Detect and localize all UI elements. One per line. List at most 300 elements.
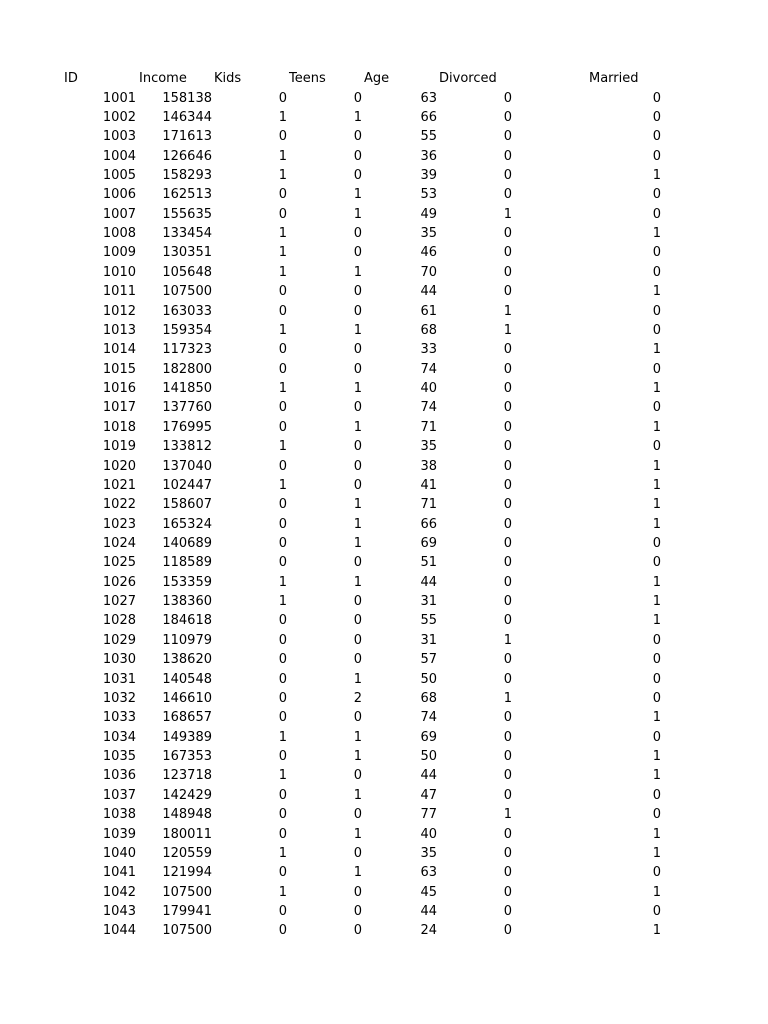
cell-age: 44 (420, 574, 437, 590)
cell-teens: 0 (353, 768, 362, 784)
cell-divorced: 1 (503, 303, 512, 319)
cell-married: 1 (652, 749, 661, 765)
cell-teens: 0 (353, 458, 362, 474)
cell-married: 0 (652, 904, 661, 920)
cell-married: 0 (652, 245, 661, 261)
cell-id: 1019 (102, 439, 136, 455)
cell-married: 0 (652, 322, 661, 338)
cell-teens: 1 (353, 729, 362, 745)
table-row (0, 670, 768, 689)
cell-teens: 2 (353, 690, 362, 706)
cell-income: 105648 (162, 264, 212, 280)
cell-divorced: 0 (503, 167, 512, 183)
table-row (0, 147, 768, 166)
cell-kids: 1 (278, 109, 287, 125)
cell-teens: 1 (353, 516, 362, 532)
table-row (0, 844, 768, 863)
cell-age: 74 (420, 361, 437, 377)
cell-income: 158607 (162, 497, 212, 513)
cell-kids: 1 (278, 381, 287, 397)
cell-kids: 0 (278, 361, 287, 377)
cell-age: 55 (420, 129, 437, 145)
cell-divorced: 0 (503, 749, 512, 765)
cell-kids: 0 (278, 536, 287, 551)
cell-married: 0 (652, 439, 661, 455)
cell-divorced: 0 (503, 516, 512, 532)
header-married: Married (589, 71, 639, 86)
cell-age: 45 (420, 884, 437, 900)
cell-married: 0 (652, 555, 661, 571)
cell-age: 41 (420, 477, 437, 493)
cell-kids: 0 (278, 652, 287, 668)
cell-married: 0 (652, 264, 661, 280)
cell-divorced: 0 (503, 400, 512, 416)
cell-married: 1 (652, 342, 661, 358)
cell-kids: 0 (278, 419, 287, 435)
cell-kids: 1 (278, 845, 287, 861)
cell-teens: 1 (353, 865, 362, 881)
cell-kids: 0 (278, 497, 287, 513)
cell-income: 165324 (162, 516, 212, 532)
table-row (0, 689, 768, 708)
cell-kids: 1 (278, 167, 287, 183)
cell-id: 1037 (102, 787, 136, 803)
cell-divorced: 0 (503, 226, 512, 242)
header-divorced: Divorced (439, 71, 497, 86)
cell-age: 74 (420, 710, 437, 726)
table-row (0, 185, 768, 204)
cell-id: 1002 (102, 109, 136, 125)
cell-divorced: 0 (503, 787, 512, 803)
cell-income: 138360 (162, 594, 212, 610)
cell-kids: 0 (278, 129, 287, 145)
cell-divorced: 0 (503, 768, 512, 784)
cell-age: 51 (420, 555, 437, 571)
cell-age: 50 (420, 749, 437, 765)
cell-income: 137760 (162, 400, 212, 416)
cell-kids: 1 (278, 439, 287, 455)
table-row (0, 321, 768, 340)
table-row (0, 786, 768, 805)
cell-id: 1008 (102, 226, 136, 242)
cell-income: 182800 (162, 361, 212, 377)
cell-teens: 1 (353, 322, 362, 338)
table-row (0, 631, 768, 650)
cell-id: 1028 (102, 613, 136, 629)
cell-age: 68 (420, 322, 437, 338)
cell-teens: 1 (353, 671, 362, 687)
cell-income: 118589 (162, 555, 212, 571)
cell-divorced: 0 (503, 671, 512, 687)
table-row (0, 553, 768, 572)
cell-income: 121994 (162, 865, 212, 881)
cell-income: 133812 (162, 439, 212, 455)
cell-kids: 0 (278, 284, 287, 300)
cell-age: 44 (420, 284, 437, 300)
cell-age: 36 (420, 148, 437, 164)
cell-age: 44 (420, 904, 437, 920)
cell-income: 102447 (162, 477, 212, 493)
cell-id: 1005 (102, 167, 136, 183)
cell-divorced: 0 (503, 865, 512, 881)
cell-income: 162513 (162, 187, 212, 203)
cell-teens: 0 (353, 90, 362, 106)
cell-id: 1022 (102, 497, 136, 513)
cell-teens: 1 (353, 109, 362, 125)
cell-id: 1017 (102, 400, 136, 416)
cell-id: 1034 (102, 729, 136, 745)
table-row (0, 592, 768, 611)
cell-divorced: 0 (503, 536, 512, 551)
cell-teens: 0 (353, 923, 362, 939)
cell-id: 1036 (102, 768, 136, 784)
table-row (0, 883, 768, 902)
cell-income: 142429 (162, 787, 212, 803)
cell-teens: 0 (353, 555, 362, 571)
cell-kids: 1 (278, 729, 287, 745)
cell-divorced: 0 (503, 826, 512, 842)
table-row (0, 282, 768, 301)
cell-age: 69 (420, 536, 437, 551)
cell-teens: 0 (353, 807, 362, 823)
cell-married: 1 (652, 284, 661, 300)
cell-age: 57 (420, 652, 437, 668)
cell-divorced: 0 (503, 187, 512, 203)
cell-teens: 0 (353, 613, 362, 629)
cell-age: 39 (420, 167, 437, 183)
cell-divorced: 1 (503, 690, 512, 706)
cell-income: 123718 (162, 768, 212, 784)
cell-id: 1031 (102, 671, 136, 687)
cell-age: 24 (420, 923, 437, 939)
cell-income: 110979 (162, 632, 212, 648)
cell-teens: 1 (353, 574, 362, 590)
table-row (0, 127, 768, 146)
cell-income: 137040 (162, 458, 212, 474)
cell-divorced: 0 (503, 477, 512, 493)
cell-id: 1009 (102, 245, 136, 261)
cell-married: 0 (652, 536, 661, 551)
cell-divorced: 1 (503, 322, 512, 338)
cell-id: 1021 (102, 477, 136, 493)
cell-married: 0 (652, 187, 661, 203)
cell-income: 167353 (162, 749, 212, 765)
cell-income: 141850 (162, 381, 212, 397)
cell-divorced: 0 (503, 652, 512, 668)
cell-teens: 1 (353, 497, 362, 513)
cell-id: 1044 (102, 923, 136, 939)
table-row (0, 360, 768, 379)
cell-divorced: 1 (503, 206, 512, 222)
cell-married: 0 (652, 632, 661, 648)
cell-age: 40 (420, 826, 437, 842)
cell-kids: 0 (278, 187, 287, 203)
cell-teens: 1 (353, 206, 362, 222)
cell-divorced: 1 (503, 632, 512, 648)
cell-age: 35 (420, 439, 437, 455)
cell-teens: 0 (353, 303, 362, 319)
table-row (0, 476, 768, 495)
cell-income: 168657 (162, 710, 212, 726)
cell-married: 1 (652, 923, 661, 939)
cell-kids: 0 (278, 826, 287, 842)
cell-id: 1026 (102, 574, 136, 590)
cell-teens: 1 (353, 381, 362, 397)
cell-divorced: 0 (503, 264, 512, 280)
cell-teens: 0 (353, 342, 362, 358)
table-row (0, 224, 768, 243)
cell-age: 33 (420, 342, 437, 358)
cell-teens: 0 (353, 148, 362, 164)
cell-married: 1 (652, 826, 661, 842)
cell-kids: 0 (278, 787, 287, 803)
cell-kids: 1 (278, 322, 287, 338)
cell-kids: 1 (278, 884, 287, 900)
cell-income: 126646 (162, 148, 212, 164)
cell-id: 1015 (102, 361, 136, 377)
cell-divorced: 0 (503, 361, 512, 377)
cell-divorced: 0 (503, 458, 512, 474)
table-row (0, 611, 768, 630)
cell-age: 40 (420, 381, 437, 397)
cell-married: 1 (652, 497, 661, 513)
cell-married: 0 (652, 90, 661, 106)
cell-kids: 1 (278, 574, 287, 590)
cell-id: 1035 (102, 749, 136, 765)
cell-income: 107500 (162, 284, 212, 300)
cell-kids: 0 (278, 613, 287, 629)
cell-teens: 0 (353, 400, 362, 416)
cell-married: 0 (652, 129, 661, 145)
cell-id: 1011 (102, 284, 136, 300)
cell-age: 69 (420, 729, 437, 745)
cell-teens: 0 (353, 284, 362, 300)
cell-kids: 0 (278, 690, 287, 706)
table-row (0, 708, 768, 727)
cell-married: 1 (652, 516, 661, 532)
cell-married: 0 (652, 400, 661, 416)
cell-income: 180011 (162, 826, 212, 842)
cell-teens: 0 (353, 129, 362, 145)
cell-income: 146610 (162, 690, 212, 706)
table-row (0, 534, 768, 553)
table-row (0, 243, 768, 262)
cell-kids: 0 (278, 923, 287, 939)
cell-income: 107500 (162, 884, 212, 900)
cell-divorced: 0 (503, 729, 512, 745)
cell-kids: 0 (278, 90, 287, 106)
cell-id: 1038 (102, 807, 136, 823)
cell-teens: 1 (353, 826, 362, 842)
cell-id: 1014 (102, 342, 136, 358)
cell-income: 184618 (162, 613, 212, 629)
cell-divorced: 0 (503, 594, 512, 610)
header-row (0, 69, 768, 88)
cell-id: 1043 (102, 904, 136, 920)
cell-married: 0 (652, 690, 661, 706)
cell-kids: 0 (278, 458, 287, 474)
cell-divorced: 0 (503, 923, 512, 939)
cell-age: 38 (420, 458, 437, 474)
table-row (0, 921, 768, 940)
cell-income: 130351 (162, 245, 212, 261)
cell-divorced: 0 (503, 555, 512, 571)
table-row (0, 166, 768, 185)
cell-age: 44 (420, 768, 437, 784)
cell-married: 1 (652, 884, 661, 900)
cell-kids: 0 (278, 303, 287, 319)
cell-kids: 0 (278, 555, 287, 571)
cell-married: 1 (652, 458, 661, 474)
cell-income: 158293 (162, 167, 212, 183)
cell-income: 149389 (162, 729, 212, 745)
cell-teens: 0 (353, 226, 362, 242)
cell-divorced: 0 (503, 129, 512, 145)
cell-married: 0 (652, 206, 661, 222)
cell-teens: 0 (353, 594, 362, 610)
cell-id: 1001 (102, 90, 136, 106)
cell-kids: 0 (278, 632, 287, 648)
cell-id: 1007 (102, 206, 136, 222)
cell-kids: 0 (278, 904, 287, 920)
cell-teens: 0 (353, 904, 362, 920)
table-row (0, 766, 768, 785)
cell-age: 71 (420, 419, 437, 435)
cell-id: 1024 (102, 536, 136, 551)
cell-income: 155635 (162, 206, 212, 222)
table-row (0, 863, 768, 882)
cell-married: 0 (652, 361, 661, 377)
cell-age: 47 (420, 787, 437, 803)
cell-married: 1 (652, 167, 661, 183)
cell-divorced: 0 (503, 342, 512, 358)
cell-id: 1012 (102, 303, 136, 319)
cell-married: 0 (652, 729, 661, 745)
cell-teens: 0 (353, 632, 362, 648)
table-row (0, 418, 768, 437)
cell-age: 31 (420, 594, 437, 610)
cell-teens: 0 (353, 439, 362, 455)
header-id: ID (64, 71, 78, 86)
cell-married: 1 (652, 845, 661, 861)
cell-divorced: 0 (503, 710, 512, 726)
cell-age: 71 (420, 497, 437, 513)
cell-divorced: 0 (503, 613, 512, 629)
cell-id: 1030 (102, 652, 136, 668)
table-row (0, 728, 768, 747)
cell-kids: 0 (278, 710, 287, 726)
cell-married: 1 (652, 226, 661, 242)
cell-married: 1 (652, 477, 661, 493)
cell-id: 1023 (102, 516, 136, 532)
cell-age: 63 (420, 865, 437, 881)
cell-age: 50 (420, 671, 437, 687)
cell-kids: 1 (278, 768, 287, 784)
cell-age: 74 (420, 400, 437, 416)
cell-income: 179941 (162, 904, 212, 920)
cell-divorced: 0 (503, 381, 512, 397)
cell-id: 1020 (102, 458, 136, 474)
cell-income: 171613 (162, 129, 212, 145)
cell-age: 77 (420, 807, 437, 823)
cell-married: 1 (652, 381, 661, 397)
cell-income: 148948 (162, 807, 212, 823)
cell-married: 0 (652, 787, 661, 803)
cell-kids: 1 (278, 477, 287, 493)
cell-income: 163033 (162, 303, 212, 319)
cell-teens: 1 (353, 749, 362, 765)
cell-id: 1027 (102, 594, 136, 610)
table-row (0, 89, 768, 108)
table-row (0, 805, 768, 824)
cell-id: 1032 (102, 690, 136, 706)
cell-income: 117323 (162, 342, 212, 358)
cell-divorced: 0 (503, 109, 512, 125)
cell-id: 1039 (102, 826, 136, 842)
table-row (0, 379, 768, 398)
table-row (0, 340, 768, 359)
cell-age: 70 (420, 264, 437, 280)
cell-age: 55 (420, 613, 437, 629)
cell-teens: 0 (353, 710, 362, 726)
cell-married: 1 (652, 574, 661, 590)
cell-teens: 0 (353, 245, 362, 261)
table-row (0, 650, 768, 669)
cell-divorced: 0 (503, 90, 512, 106)
cell-age: 35 (420, 226, 437, 242)
cell-divorced: 0 (503, 439, 512, 455)
cell-kids: 0 (278, 516, 287, 532)
table-row (0, 263, 768, 282)
cell-age: 35 (420, 845, 437, 861)
cell-divorced: 1 (503, 807, 512, 823)
table-row (0, 205, 768, 224)
cell-kids: 1 (278, 245, 287, 261)
cell-teens: 1 (353, 187, 362, 203)
table-row (0, 902, 768, 921)
cell-divorced: 0 (503, 419, 512, 435)
cell-age: 31 (420, 632, 437, 648)
cell-income: 133454 (162, 226, 212, 242)
cell-age: 61 (420, 303, 437, 319)
cell-income: 158138 (162, 90, 212, 106)
cell-age: 66 (420, 109, 437, 125)
header-income: Income (139, 71, 187, 86)
cell-kids: 0 (278, 865, 287, 881)
cell-kids: 1 (278, 594, 287, 610)
cell-income: 153359 (162, 574, 212, 590)
cell-kids: 1 (278, 226, 287, 242)
cell-income: 120559 (162, 845, 212, 861)
cell-married: 0 (652, 148, 661, 164)
cell-id: 1018 (102, 419, 136, 435)
cell-kids: 0 (278, 749, 287, 765)
cell-divorced: 0 (503, 245, 512, 261)
table-row (0, 825, 768, 844)
cell-id: 1004 (102, 148, 136, 164)
cell-teens: 1 (353, 536, 362, 551)
cell-kids: 0 (278, 400, 287, 416)
cell-married: 1 (652, 613, 661, 629)
cell-id: 1025 (102, 555, 136, 571)
cell-id: 1040 (102, 845, 136, 861)
header-age: Age (364, 71, 390, 86)
cell-income: 176995 (162, 419, 212, 435)
table-row (0, 398, 768, 417)
cell-income: 159354 (162, 322, 212, 338)
table-row (0, 747, 768, 766)
table-row (0, 515, 768, 534)
